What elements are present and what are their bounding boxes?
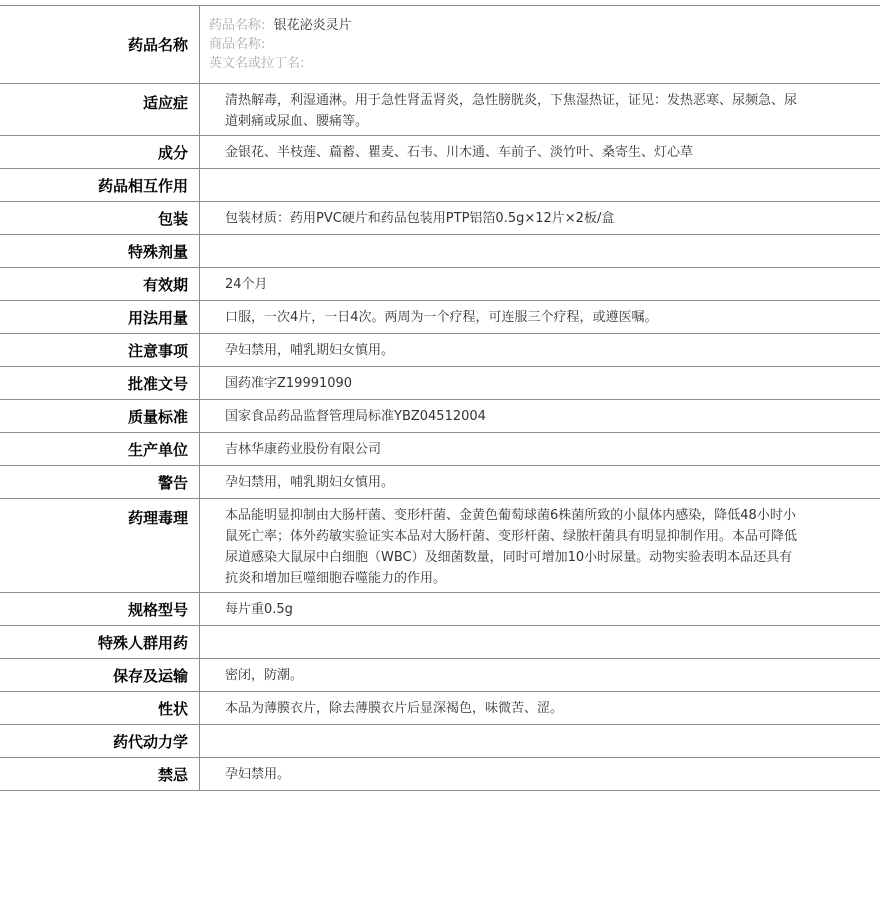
row-value: 本品能明显抑制由大肠杆菌、变形杆菌、金黄色葡萄球菌6株菌所致的小鼠体内感染，降低48小时小鼠死亡率；体外药敏实验证实本品对大肠杆菌、变形杆菌、绿脓杆菌具有明显抑制作用。本品可降低尿道感染大鼠尿中白细胞（WBC）及细菌数量，同时可增加10小时尿量。动物实验表明本品还具有抗炎和增加巨噬细胞吞噬能力的作用。 bbox=[225, 508, 798, 586]
row-value: 清热解毒，利湿通淋。用于急性肾盂肾炎，急性膀胱炎，下焦湿热证，证见：发热恶寒、尿频急、尿道剌痛或尿血、腰痛等。 bbox=[225, 93, 798, 129]
row-value: 口服，一次4片，一日4次。两周为一个疗程，可连服三个疗程，或遵医嘱。 bbox=[225, 309, 658, 325]
row-value: 本品为薄膜衣片，除去薄膜衣片后显深褐色，味微苦、涩。 bbox=[225, 700, 564, 716]
row-label: 用法用量 bbox=[0, 301, 200, 333]
row-value: 金银花、半枝莲、萹蓄、瞿麦、石韦、川木通、车前子、淡竹叶、桑寄生、灯心草 bbox=[225, 144, 694, 160]
row-drug-name bbox=[0, 6, 880, 84]
row-label: 包装 bbox=[0, 202, 200, 234]
row-quality-standard bbox=[0, 400, 880, 433]
row-package bbox=[0, 202, 880, 235]
row-value: 24个月 bbox=[225, 276, 268, 292]
row-value: 孕妇禁用，哺乳期妇女慎用。 bbox=[225, 342, 395, 358]
row-interactions bbox=[0, 169, 880, 202]
row-label: 禁忌 bbox=[0, 758, 200, 790]
row-value: 吉林华康药业股份有限公司 bbox=[225, 441, 382, 457]
row-precautions bbox=[0, 334, 880, 367]
row-label: 质量标准 bbox=[0, 400, 200, 432]
row-indications bbox=[0, 84, 880, 136]
generic-name-label: 药品名称: bbox=[209, 18, 266, 33]
row-pharmacokinetics bbox=[0, 725, 880, 758]
drug-name-cell bbox=[200, 6, 352, 83]
row-manufacturer bbox=[0, 433, 880, 466]
row-label: 有效期 bbox=[0, 268, 200, 300]
drug-info-table bbox=[0, 5, 880, 791]
row-label: 警告 bbox=[0, 466, 200, 498]
row-appearance bbox=[0, 692, 880, 725]
row-shelf-life bbox=[0, 268, 880, 301]
row-label: 适应症 bbox=[0, 84, 200, 135]
row-warning bbox=[0, 466, 880, 499]
row-value: 密闭，防潮。 bbox=[225, 667, 304, 683]
generic-name-value: 银花泌炎灵片 bbox=[273, 18, 352, 33]
row-label: 成分 bbox=[0, 136, 200, 168]
row-value: 国家食品药品监督管理局标准YBZ04512004 bbox=[225, 408, 486, 424]
row-label: 特殊人群用药 bbox=[0, 626, 200, 658]
row-label: 特殊剂量 bbox=[0, 235, 200, 267]
row-storage bbox=[0, 659, 880, 692]
row-label: 规格型号 bbox=[0, 593, 200, 625]
row-value: 国药准字Z19991090 bbox=[225, 375, 353, 391]
row-label: 注意事项 bbox=[0, 334, 200, 366]
row-label: 药理毒理 bbox=[0, 499, 200, 592]
row-label: 药代动力学 bbox=[0, 725, 200, 757]
row-approval-number bbox=[0, 367, 880, 400]
english-name-label: 英文名或拉丁名: bbox=[209, 56, 305, 71]
row-value: 孕妇禁用，哺乳期妇女慎用。 bbox=[225, 474, 395, 490]
row-value: 包装材质：药用PVC硬片和药品包装用PTP铝箔0.5g×12片×2板/盒 bbox=[225, 210, 615, 226]
row-value: 每片重0.5g bbox=[225, 601, 293, 617]
row-label: 性状 bbox=[0, 692, 200, 724]
trade-name-label: 商品名称: bbox=[209, 37, 266, 52]
row-special-dosage bbox=[0, 235, 880, 268]
row-value: 孕妇禁用。 bbox=[225, 766, 291, 782]
row-label: 批准文号 bbox=[0, 367, 200, 399]
row-contraindications bbox=[0, 758, 880, 791]
row-label: 生产单位 bbox=[0, 433, 200, 465]
row-ingredients bbox=[0, 136, 880, 169]
row-label: 药品名称 bbox=[0, 6, 200, 83]
row-label: 保存及运输 bbox=[0, 659, 200, 691]
row-pharmacology bbox=[0, 499, 880, 593]
row-usage bbox=[0, 301, 880, 334]
row-special-population bbox=[0, 626, 880, 659]
row-specification bbox=[0, 593, 880, 626]
row-label: 药品相互作用 bbox=[0, 169, 200, 201]
